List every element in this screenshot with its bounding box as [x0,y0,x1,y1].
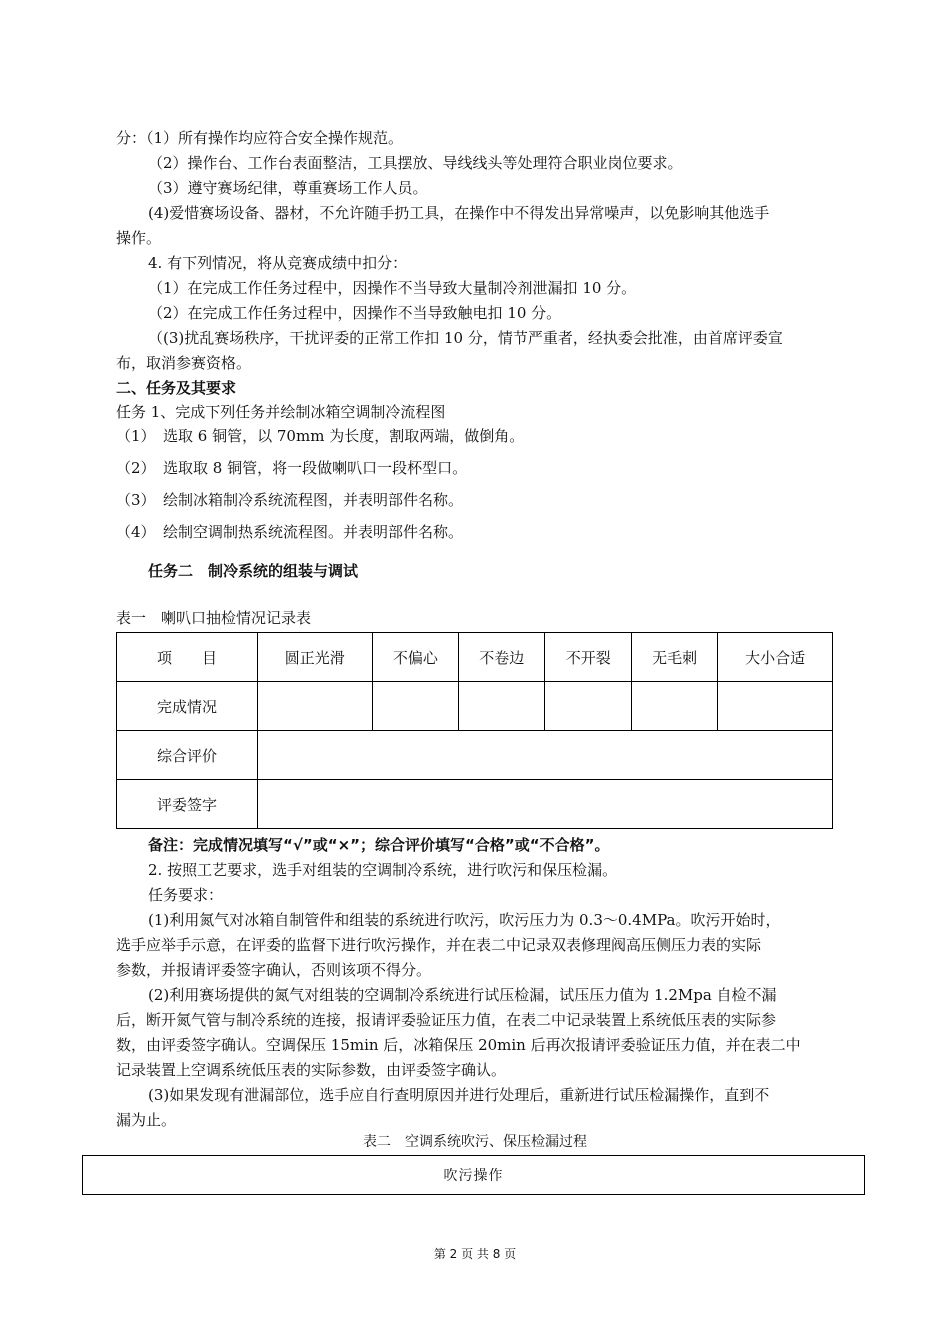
rule-1: 分：（1）所有操作均应符合安全操作规范。 [116,129,404,147]
table-header-cell: 不卷边 [459,633,545,682]
task1-title: 任务 1、完成下列任务并绘制冰箱空调制冷流程图 [116,403,446,421]
rule-4-cont: 操作。 [116,229,162,247]
task1-item-2: （2） 选取取 8 铜管，将一段做喇叭口一段杯型口。 [116,459,468,477]
deduction-2: （2）在完成工作任务过程中，因操作不当导致触电扣 10 分。 [148,304,562,322]
blank-cell[interactable] [372,682,458,731]
table-row [117,780,833,829]
flare-inspection-table [116,632,833,829]
blank-cell[interactable] [631,682,717,731]
table-header-row [117,633,833,682]
table-header-cell: 不偏心 [372,633,458,682]
deduction-1: （1）在完成工作任务过程中，因操作不当导致大量制冷剂泄漏扣 10 分。 [148,279,637,297]
table1-caption: 表一 喇叭口抽检情况记录表 [116,609,312,627]
req-2-line1: (2)利用赛场提供的氮气对组装的空调制冷系统进行试压检漏，试压压力值为 1.2Mpa 自检不漏 [148,986,777,1004]
task1-item-1: （1） 选取 6 铜管，以 70mm 为长度，割取两端，做倒角。 [116,427,525,445]
row-label: 评委签字 [117,780,258,829]
table-header-cell: 无毛刺 [631,633,717,682]
task2-para-1: 2. 按照工艺要求，选手对组装的空调制冷系统，进行吹污和保压检漏。 [148,861,618,879]
purge-pressure-table [82,1155,865,1195]
rule-2: （2）操作台、工作台表面整洁，工具摆放、导线线头等处理符合职业岗位要求。 [148,154,683,172]
req-1-line3: 参数，并报请评委签字确认，否则该项不得分。 [116,961,432,979]
table-header-cell: 项 目 [117,633,258,682]
task1-item-4: （4） 绘制空调制热系统流程图。并表明部件名称。 [116,523,464,541]
table-row [83,1156,865,1195]
table2-caption: 表二 空调系统吹污、保压检漏过程 [363,1134,587,1150]
req-3-line1: (3)如果发现有泄漏部位，选手应自行查明原因并进行处理后，重新进行试压检漏操作，直到不 [148,1086,770,1104]
row-label: 综合评价 [117,731,258,780]
deduction-heading: 4. 有下列情况，将从竞赛成绩中扣分： [148,254,408,272]
table-header-cell: 圆正光滑 [258,633,373,682]
rule-4: (4)爱惜赛场设备、器材，不允许随手扔工具，在操作中不得发出异常噪声，以免影响其他选手 [148,204,770,222]
page-footer: 第 2 页 共 8 页 [433,1247,517,1261]
blank-cell[interactable] [459,682,545,731]
table-header-cell: 大小合适 [718,633,833,682]
req-2-line2: 后，断开氮气管与制冷系统的连接，报请评委验证压力值，在表二中记录装置上系统低压表的实际参 [116,1011,777,1029]
task2-requirements-label: 任务要求： [148,886,224,904]
req-1-line2: 选手应举手示意，在评委的监督下进行吹污操作，并在表二中记录双表修理阀高压侧压力表的实际 [116,936,762,954]
task1-item-3: （3） 绘制冰箱制冷系统流程图，并表明部件名称。 [116,491,464,509]
deduction-3: （(3)扰乱赛场秩序，干扰评委的正常工作扣 10 分，情节严重者，经执委会批准，由首席评委宣 [148,329,783,347]
blank-cell[interactable] [718,682,833,731]
section-heading: 二、任务及其要求 [116,379,237,397]
blank-cell[interactable] [258,731,833,780]
req-3-line2: 漏为止。 [116,1111,177,1129]
table-row [117,682,833,731]
deduction-3-cont: 布，取消参赛资格。 [116,354,252,372]
req-1-line1: (1)利用氮气对冰箱自制管件和组装的系统进行吹污，吹污压力为 0.3～0.4MPa。吹污开始时， [148,911,781,929]
req-2-line3: 数，由评委签字确认。空调保压 15min 后，冰箱保压 20min 后再次报请评委验证压力值，并在表二中 [116,1036,801,1054]
blank-cell[interactable] [258,682,373,731]
blank-cell[interactable] [258,780,833,829]
table-header-cell: 吹污操作 [83,1156,865,1195]
table-header-cell: 不开裂 [545,633,631,682]
blank-cell[interactable] [545,682,631,731]
rule-3: （3）遵守赛场纪律，尊重赛场工作人员。 [148,179,428,197]
task2-title: 任务二 制冷系统的组装与调试 [148,562,359,580]
table-row [117,731,833,780]
table1-note: 备注：完成情况填写“√”或“×”；综合评价填写“合格”或“不合格”。 [148,836,610,854]
req-2-line4: 记录装置上空调系统低压表的实际参数，由评委签字确认。 [116,1061,507,1079]
row-label: 完成情况 [117,682,258,731]
